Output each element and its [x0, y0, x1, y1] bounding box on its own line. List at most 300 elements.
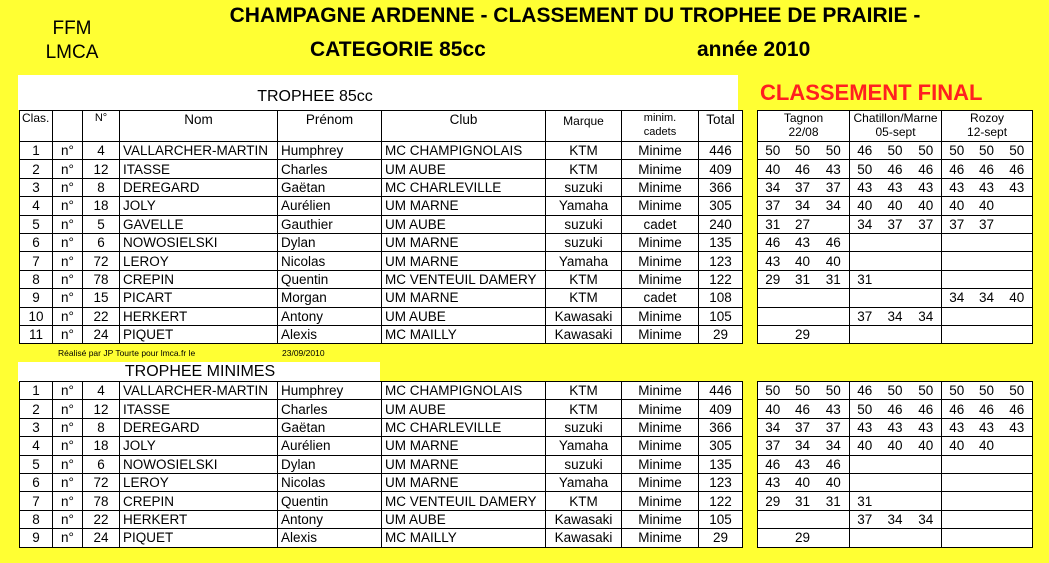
brand-cell: Kawasaki	[546, 307, 622, 325]
club-cell: UM MARNE	[382, 233, 546, 251]
race-score-cell: 31	[818, 270, 850, 288]
race-score-cell: 43	[850, 418, 880, 436]
rank-cell: 10	[20, 307, 53, 325]
race-score-cell: 43	[758, 473, 788, 491]
total-cell: 122	[699, 492, 743, 510]
race-score-cell: 46	[1002, 400, 1033, 418]
race-score-cell	[758, 529, 788, 547]
club-cell: UM AUBE	[382, 510, 546, 528]
total-cell: 240	[699, 215, 743, 233]
race-score-cell: 37	[972, 215, 1002, 233]
score-row	[758, 382, 1033, 400]
n-prefix-cell: n°	[53, 270, 83, 288]
race-score-cell	[1002, 529, 1033, 547]
category-cell: cadet	[622, 289, 699, 307]
race-score-cell	[972, 270, 1002, 288]
firstname-cell: Gauthier	[278, 215, 382, 233]
race-score-cell	[972, 529, 1002, 547]
race-score-cell	[818, 325, 850, 343]
total-cell: 29	[699, 529, 743, 547]
race-score-cell	[972, 492, 1002, 510]
club-cell: MC CHAMPIGNOLAIS	[382, 382, 546, 400]
club-cell: UM MARNE	[382, 289, 546, 307]
n-prefix-cell: n°	[53, 473, 83, 491]
name-cell: NOWOSIELSKI	[120, 233, 278, 251]
race-score-cell: 46	[942, 400, 972, 418]
number-cell: 15	[83, 289, 120, 307]
firstname-cell: Dylan	[278, 455, 382, 473]
trophymin-table	[19, 381, 743, 548]
rank-cell: 8	[20, 510, 53, 528]
race-score-cell: 37	[788, 418, 818, 436]
table-row	[20, 289, 743, 307]
race-score-cell	[1002, 233, 1033, 251]
name-cell: DEREGARD	[120, 178, 278, 196]
page-title: CHAMPAGNE ARDENNE - CLASSEMENT DU TROPHEE DE PRAIRIE -	[229, 4, 921, 27]
table-row	[20, 382, 743, 400]
race-score-cell: 34	[758, 418, 788, 436]
total-cell: 305	[699, 197, 743, 215]
total-cell: 105	[699, 510, 743, 528]
rank-cell: 9	[20, 289, 53, 307]
score-row	[758, 160, 1033, 178]
club-cell: UM AUBE	[382, 215, 546, 233]
race-score-cell	[818, 289, 850, 307]
firstname-cell: Quentin	[278, 492, 382, 510]
category-cell: Minime	[622, 252, 699, 270]
table-row	[20, 400, 743, 418]
number-cell: 22	[83, 510, 120, 528]
n-prefix-cell: n°	[53, 400, 83, 418]
category-cell: Minime	[622, 178, 699, 196]
race-score-cell: 46	[972, 160, 1002, 178]
race-score-cell: 43	[942, 178, 972, 196]
number-cell: 5	[83, 215, 120, 233]
brand-cell: KTM	[546, 270, 622, 288]
number-cell: 8	[83, 418, 120, 436]
brand-cell: KTM	[546, 492, 622, 510]
firstname-cell: Alexis	[278, 529, 382, 547]
category-cell: Minime	[622, 160, 699, 178]
race-score-cell	[942, 233, 972, 251]
race-score-cell: 43	[818, 160, 850, 178]
brand-cell: KTM	[546, 160, 622, 178]
race-score-cell: 34	[972, 289, 1002, 307]
rank-cell: 1	[20, 142, 53, 160]
score-row	[758, 142, 1033, 160]
table-row	[20, 307, 743, 325]
trophymin-race-scores	[757, 381, 1033, 548]
category-cell: Minime	[622, 270, 699, 288]
race-score-cell: 34	[880, 510, 911, 528]
race-score-cell: 40	[942, 437, 972, 455]
col-prenom: Prénom	[278, 111, 382, 142]
number-cell: 18	[83, 437, 120, 455]
total-cell: 105	[699, 307, 743, 325]
race-score-cell: 40	[911, 197, 942, 215]
race-score-cell: 46	[850, 142, 880, 160]
race-score-cell: 50	[788, 382, 818, 400]
race-score-cell	[1002, 437, 1033, 455]
race-score-cell	[788, 289, 818, 307]
table-row	[20, 270, 743, 288]
score-row	[758, 252, 1033, 270]
number-cell: 6	[83, 233, 120, 251]
race-score-cell	[758, 307, 788, 325]
race-score-cell: 40	[972, 437, 1002, 455]
race-score-cell	[880, 325, 911, 343]
race-score-cell: 40	[1002, 289, 1033, 307]
race-score-cell: 50	[880, 382, 911, 400]
race-header-tagnon: Tagnon 22/08	[758, 111, 850, 142]
race-score-cell: 43	[911, 418, 942, 436]
race-score-cell: 46	[758, 455, 788, 473]
brand-cell: Yamaha	[546, 197, 622, 215]
firstname-cell: Charles	[278, 160, 382, 178]
brand-cell: Yamaha	[546, 437, 622, 455]
race-score-cell	[911, 325, 942, 343]
name-cell: PIQUET	[120, 325, 278, 343]
race-score-cell: 46	[788, 160, 818, 178]
n-prefix-cell: n°	[53, 233, 83, 251]
firstname-cell: Humphrey	[278, 382, 382, 400]
score-row	[758, 437, 1033, 455]
race-score-cell	[1002, 455, 1033, 473]
race-score-cell	[1002, 270, 1033, 288]
table-row	[20, 492, 743, 510]
trophy85-race-scores	[757, 110, 1033, 344]
race-score-cell: 50	[972, 142, 1002, 160]
race-score-cell	[911, 529, 942, 547]
name-cell: PIQUET	[120, 529, 278, 547]
race-score-cell	[911, 233, 942, 251]
race-score-cell: 50	[850, 400, 880, 418]
club-cell: UM MARNE	[382, 473, 546, 491]
score-row	[758, 197, 1033, 215]
race-score-cell	[942, 325, 972, 343]
race-score-cell: 43	[788, 233, 818, 251]
race-header-chatillon: Chatillon/Marne 05-sept	[850, 111, 942, 142]
race-score-cell	[942, 252, 972, 270]
final-ranking-title: CLASSEMENT FINAL	[760, 80, 983, 105]
race-score-cell: 40	[818, 473, 850, 491]
total-cell: 366	[699, 178, 743, 196]
category-cell: Minime	[622, 325, 699, 343]
firstname-cell: Gaëtan	[278, 178, 382, 196]
name-cell: JOLY	[120, 197, 278, 215]
firstname-cell: Charles	[278, 400, 382, 418]
n-prefix-cell: n°	[53, 160, 83, 178]
brand-cell: suzuki	[546, 455, 622, 473]
number-cell: 22	[83, 307, 120, 325]
firstname-cell: Aurélien	[278, 197, 382, 215]
table-row	[20, 510, 743, 528]
race-score-cell	[788, 510, 818, 528]
race-score-cell	[880, 233, 911, 251]
race-score-cell	[972, 510, 1002, 528]
number-cell: 72	[83, 252, 120, 270]
race-score-cell: 50	[911, 142, 942, 160]
race-score-cell: 43	[1002, 418, 1033, 436]
score-row	[758, 270, 1033, 288]
club-cell: UM AUBE	[382, 400, 546, 418]
race-score-cell	[972, 325, 1002, 343]
race-score-cell	[850, 473, 880, 491]
race-score-cell: 31	[818, 492, 850, 510]
score-row	[758, 178, 1033, 196]
firstname-cell: Antony	[278, 307, 382, 325]
race-score-cell	[1002, 252, 1033, 270]
race-score-cell: 37	[758, 437, 788, 455]
category-cell: Minime	[622, 307, 699, 325]
race-score-cell: 50	[942, 142, 972, 160]
n-prefix-cell: n°	[53, 178, 83, 196]
table-row	[20, 455, 743, 473]
name-cell: HERKERT	[120, 510, 278, 528]
total-cell: 366	[699, 418, 743, 436]
club-cell: MC CHAMPIGNOLAIS	[382, 142, 546, 160]
table-row	[20, 529, 743, 547]
race-score-cell	[911, 289, 942, 307]
table-row	[20, 142, 743, 160]
club-cell: UM MARNE	[382, 437, 546, 455]
race-score-cell	[942, 473, 972, 491]
n-prefix-cell: n°	[53, 529, 83, 547]
ffm-label: FFM	[52, 18, 92, 39]
n-prefix-cell: n°	[53, 142, 83, 160]
federation-logo-text	[42, 17, 102, 65]
race-score-cell: 34	[818, 197, 850, 215]
firstname-cell: Antony	[278, 510, 382, 528]
score-row	[758, 307, 1033, 325]
name-cell: PICART	[120, 289, 278, 307]
total-cell: 122	[699, 270, 743, 288]
race-score-cell: 34	[911, 307, 942, 325]
race-score-cell: 43	[1002, 178, 1033, 196]
rank-cell: 3	[20, 178, 53, 196]
brand-cell: suzuki	[546, 178, 622, 196]
rank-cell: 6	[20, 233, 53, 251]
lmca-label: LMCA	[45, 42, 99, 63]
race-score-cell: 50	[818, 142, 850, 160]
name-cell: JOLY	[120, 437, 278, 455]
race-score-cell	[850, 325, 880, 343]
number-cell: 24	[83, 529, 120, 547]
race-score-cell: 43	[880, 178, 911, 196]
race-score-cell: 29	[758, 270, 788, 288]
race-score-cell	[972, 252, 1002, 270]
total-cell: 446	[699, 382, 743, 400]
race-score-cell: 43	[972, 418, 1002, 436]
club-cell: MC VENTEUIL DAMERY	[382, 270, 546, 288]
trophy85-table	[19, 110, 743, 344]
name-cell: HERKERT	[120, 307, 278, 325]
trophy85-title: TROPHEE 85cc	[257, 88, 373, 105]
table-row	[20, 215, 743, 233]
col-num: N°	[83, 111, 120, 142]
race-score-cell: 37	[818, 418, 850, 436]
race-score-cell	[911, 492, 942, 510]
table-row	[20, 473, 743, 491]
category-cell: Minime	[622, 455, 699, 473]
race-score-cell	[850, 252, 880, 270]
firstname-cell: Humphrey	[278, 142, 382, 160]
n-prefix-cell: n°	[53, 197, 83, 215]
number-cell: 12	[83, 400, 120, 418]
name-cell: GAVELLE	[120, 215, 278, 233]
race-score-cell: 29	[788, 325, 818, 343]
race-score-cell	[880, 270, 911, 288]
race-score-cell: 50	[818, 382, 850, 400]
firstname-cell: Dylan	[278, 233, 382, 251]
race-score-cell: 46	[850, 382, 880, 400]
score-row	[758, 289, 1033, 307]
club-cell: MC VENTEUIL DAMERY	[382, 492, 546, 510]
brand-cell: Kawasaki	[546, 510, 622, 528]
race-score-cell: 40	[880, 197, 911, 215]
race-score-cell: 46	[818, 455, 850, 473]
race-score-cell	[972, 307, 1002, 325]
race-score-cell: 37	[788, 178, 818, 196]
table-row	[20, 437, 743, 455]
race-score-cell	[758, 289, 788, 307]
race-score-cell	[1002, 510, 1033, 528]
firstname-cell: Morgan	[278, 289, 382, 307]
race-score-cell: 40	[880, 437, 911, 455]
table-row	[20, 418, 743, 436]
score-row	[758, 492, 1033, 510]
race-score-cell: 27	[788, 215, 818, 233]
race-score-cell: 43	[788, 455, 818, 473]
race-score-cell: 31	[788, 270, 818, 288]
race-score-cell: 46	[880, 160, 911, 178]
race-score-cell: 37	[880, 215, 911, 233]
col-minim: minim. cadets	[622, 111, 699, 142]
race-score-cell: 43	[758, 252, 788, 270]
race-score-cell	[880, 252, 911, 270]
table-row	[20, 252, 743, 270]
rank-cell: 2	[20, 160, 53, 178]
rank-cell: 9	[20, 529, 53, 547]
race-score-cell	[1002, 492, 1033, 510]
table-row	[20, 160, 743, 178]
brand-cell: KTM	[546, 142, 622, 160]
brand-cell: Kawasaki	[546, 325, 622, 343]
race-score-cell: 50	[972, 382, 1002, 400]
number-cell: 8	[83, 178, 120, 196]
race-score-cell	[1002, 215, 1033, 233]
number-cell: 12	[83, 160, 120, 178]
rank-cell: 6	[20, 473, 53, 491]
race-score-cell: 34	[788, 437, 818, 455]
n-prefix-cell: n°	[53, 252, 83, 270]
race-score-cell: 34	[818, 437, 850, 455]
race-score-cell: 43	[880, 418, 911, 436]
rank-cell: 5	[20, 455, 53, 473]
score-row	[758, 418, 1033, 436]
race-score-cell: 37	[850, 510, 880, 528]
col-club: Club	[382, 111, 546, 142]
n-prefix-cell: n°	[53, 289, 83, 307]
race-score-cell	[818, 307, 850, 325]
race-score-cell: 40	[972, 197, 1002, 215]
race-score-cell	[911, 455, 942, 473]
club-cell: UM MARNE	[382, 455, 546, 473]
race-score-cell: 50	[850, 160, 880, 178]
club-cell: MC MAILLY	[382, 325, 546, 343]
race-score-cell: 50	[911, 382, 942, 400]
trophymin-title: TROPHEE MINIMES	[124, 363, 276, 380]
firstname-cell: Alexis	[278, 325, 382, 343]
race-score-cell: 43	[818, 400, 850, 418]
credit-note: Réalisé par JP Tourte pour lmca.fr le	[58, 348, 196, 358]
race-score-cell: 46	[758, 233, 788, 251]
table-row	[20, 178, 743, 196]
total-cell: 305	[699, 437, 743, 455]
name-cell: LEROY	[120, 473, 278, 491]
score-row	[758, 325, 1033, 343]
race-score-cell	[972, 455, 1002, 473]
club-cell: UM AUBE	[382, 160, 546, 178]
race-score-cell: 37	[911, 215, 942, 233]
score-row	[758, 215, 1033, 233]
score-row	[758, 473, 1033, 491]
race-score-cell	[880, 455, 911, 473]
race-score-cell: 46	[880, 400, 911, 418]
firstname-cell: Gaëtan	[278, 418, 382, 436]
race-score-cell	[1002, 325, 1033, 343]
club-cell: MC CHARLEVILLE	[382, 418, 546, 436]
race-header-rozoy: Rozoy 12-sept	[942, 111, 1033, 142]
n-prefix-cell: n°	[53, 382, 83, 400]
category-cell: Minime	[622, 197, 699, 215]
category-cell: cadet	[622, 215, 699, 233]
race-score-cell: 40	[850, 437, 880, 455]
name-cell: ITASSE	[120, 400, 278, 418]
number-cell: 6	[83, 455, 120, 473]
race-score-cell: 40	[818, 252, 850, 270]
brand-cell: Yamaha	[546, 473, 622, 491]
race-score-cell: 31	[758, 215, 788, 233]
race-score-cell: 37	[942, 215, 972, 233]
race-score-cell: 34	[942, 289, 972, 307]
race-score-cell: 46	[1002, 160, 1033, 178]
race-score-cell: 29	[758, 492, 788, 510]
race-score-cell	[758, 510, 788, 528]
brand-cell: KTM	[546, 382, 622, 400]
race-score-cell: 34	[911, 510, 942, 528]
race-score-cell: 34	[758, 178, 788, 196]
race-score-cell: 34	[850, 215, 880, 233]
name-cell: CREPIN	[120, 270, 278, 288]
race-score-cell: 40	[788, 252, 818, 270]
race-score-cell	[880, 492, 911, 510]
rank-cell: 4	[20, 197, 53, 215]
race-score-cell: 43	[942, 418, 972, 436]
name-cell: LEROY	[120, 252, 278, 270]
race-score-cell: 50	[880, 142, 911, 160]
category-title: CATEGORIE 85cc	[310, 38, 486, 61]
n-prefix-cell: n°	[53, 307, 83, 325]
rank-cell: 2	[20, 400, 53, 418]
race-score-cell: 46	[818, 233, 850, 251]
race-score-cell: 50	[942, 382, 972, 400]
number-cell: 72	[83, 473, 120, 491]
club-cell: MC CHARLEVILLE	[382, 178, 546, 196]
col-marque: Marque	[546, 111, 622, 142]
race-score-cell: 50	[788, 142, 818, 160]
race-score-cell	[1002, 197, 1033, 215]
